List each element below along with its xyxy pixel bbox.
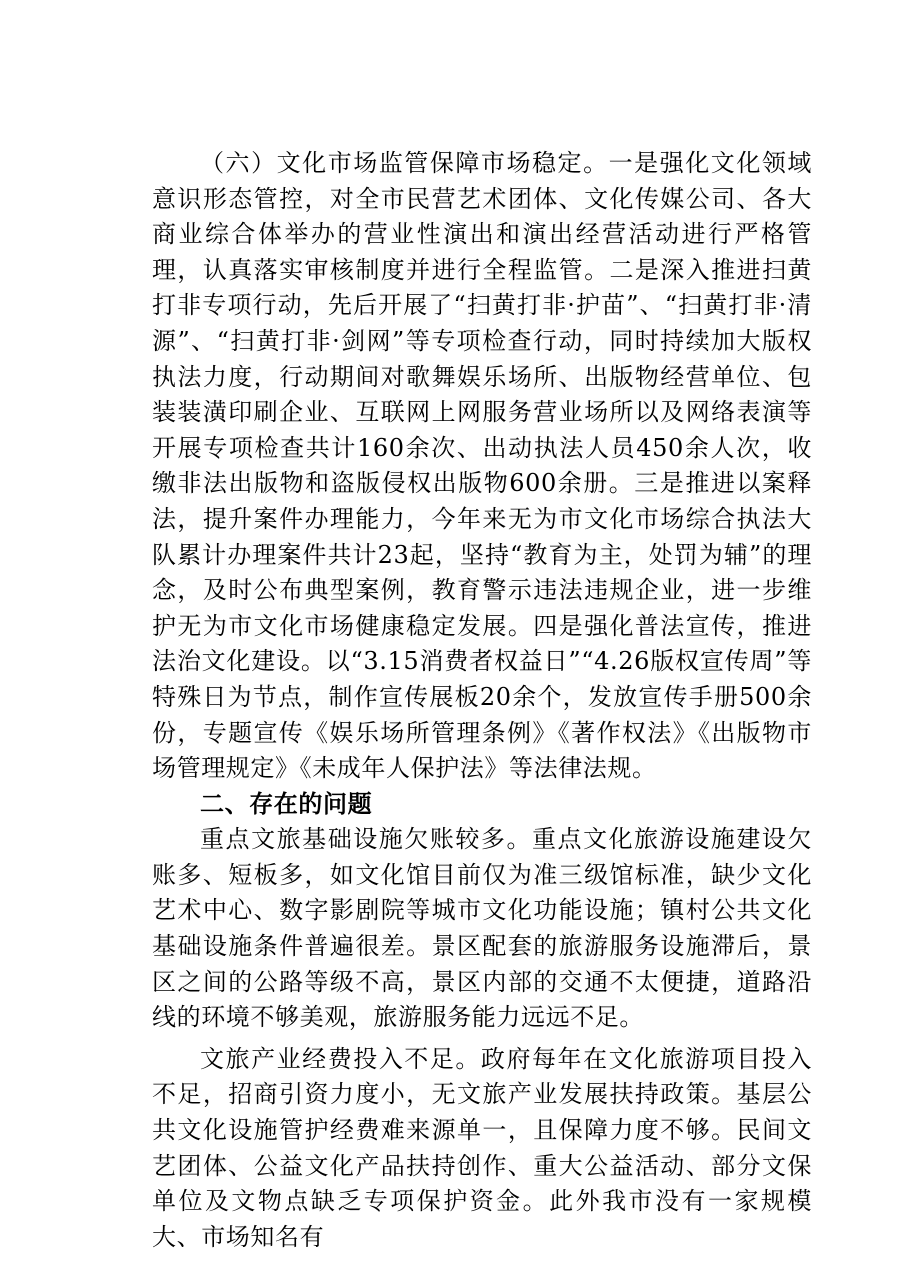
section-heading-existing-problems: 二、存在的问题 [200,789,373,818]
paragraph-funding-shortfall: 文旅产业经费投入不足。政府每年在文化旅游项目投入不足，招商引资力度小，无文旅产业发展扶持政策。基层公共文化设施管护经费难来源单一，且保障力度不够。民间文艺团体、公益文化产品扶持创作、重大公益活动、部分文保单位及文物点缺乏专项保护资金。此外我市没有一家规模大、市场知名有 [152,1044,812,1251]
document-body [152,146,812,1255]
paragraph-infrastructure-shortfall: 重点文旅基础设施欠账较多。重点文化旅游设施建设欠账多、短板多，如文化馆目前仅为准三级馆标准，缺少文化艺术中心、数字影剧院等城市文化功能设施；镇村公共文化基础设施条件普遍很差。景区配套的旅游服务设施滞后，景区之间的公路等级不高，景区内部的交通不太便捷，道路沿线的环境不够美观，旅游服务能力远远不足。 [152,825,812,1032]
paragraph-cultural-market-supervision: （六）文化市场监管保障市场稳定。一是强化文化领域意识形态管控，对全市民营艺术团体、文化传媒公司、各大商业综合体举办的营业性演出和演出经营活动进行严格管理，认真落实审核制度并进行全程监管。二是深入推进扫黄打非专项行动，先后开展了“扫黄打非·护苗”、“扫黄打非·清源”、“扫黄打非·剑网”等专项检查行动，同时持续加大版权执法力度，行动期间对歌舞娱乐场所、出版物经营单位、包装装潢印刷企业、互联网上网服务营业场所以及网络表演等开展专项检查共计160余次、出动执法人员450余人次，收缴非法出版物和盗版侵权出版物600余册。三是推进以案释法，提升案件办理能力，今年来无为市文化市场综合执法大队累计办理案件共计23起，坚持“教育为主，处罚为辅”的理念，及时公布典型案例，教育警示违法违规企业，进一步维护无为市文化市场健康稳定发展。四是强化普法宣传，推进法治文化建设。以“3.15消费者权益日”“4.26版权宣传周”等特殊日为节点，制作宣传展板20余个，发放宣传手册500余份，专题宣传《娱乐场所管理条例》《著作权法》《出版物市场管理规定》《未成年人保护法》等法律法规。 [152,149,812,783]
